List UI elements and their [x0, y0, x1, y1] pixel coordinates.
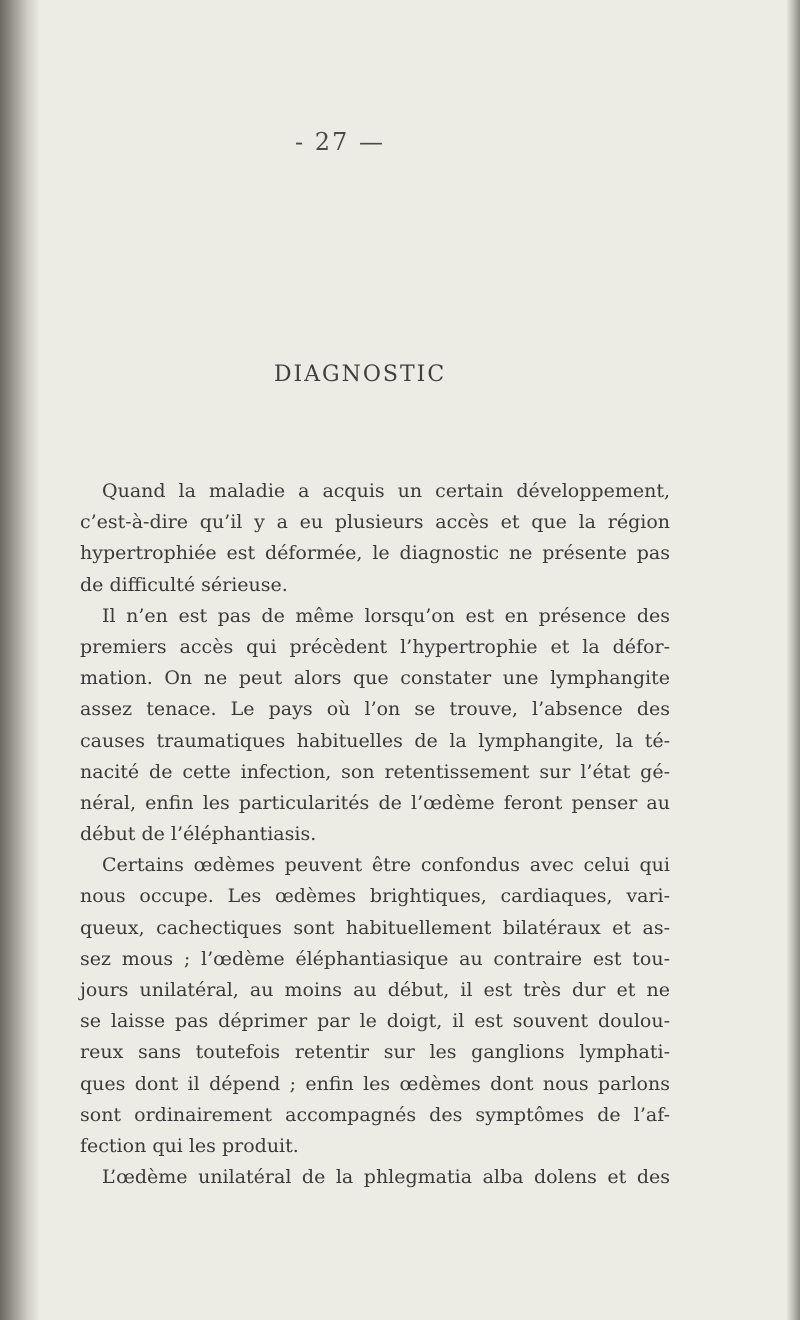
text-line: causes traumatiques habituelles de la lymphangite, la té-	[80, 729, 670, 752]
text-line: début de l’éléphantiasis.	[80, 823, 317, 846]
text-line: de difficulté sérieuse.	[80, 573, 288, 596]
text-line: ques dont il dépend ; enfin les œdèmes dont nous parlons	[80, 1072, 670, 1095]
text-line: fection qui les produit.	[80, 1134, 299, 1157]
text-line: se laisse pas déprimer par le doigt, il est souvent doulou-	[80, 1010, 670, 1033]
text-line: jours unilatéral, au moins au début, il est très dur et ne	[80, 979, 670, 1001]
body-text	[80, 476, 670, 1193]
text-line: assez tenace. Le pays où l’on se trouve, l’absence des	[80, 698, 670, 721]
text-line: nous occupe. Les œdèmes brightiques, cardiaques, vari-	[80, 885, 670, 908]
text-line: Quand la maladie a acquis un certain développement,	[102, 480, 670, 502]
page-binding-edge	[0, 0, 40, 1320]
text-line: sont ordinairement accompagnés des symptômes de l’af-	[80, 1103, 670, 1126]
section-heading: DIAGNOSTIC	[273, 362, 447, 387]
text-line: hypertrophiée est déformée, le diagnostic ne présente pas	[80, 542, 670, 565]
text-line: néral, enfin les particularités de l’œdème feront penser au	[80, 791, 670, 814]
text-line: premiers accès qui précèdent l’hypertrophie et la défor-	[80, 635, 670, 658]
text-line: mation. On ne peut alors que constater une lymphangite	[80, 667, 670, 690]
text-line: nacité de cette infection, son retentissement sur l’état gé-	[80, 760, 670, 783]
page-right-edge	[786, 0, 800, 1320]
page-number: - 27 —	[295, 128, 385, 156]
text-line: Il n’en est pas de même lorsqu’on est en présence des	[102, 604, 670, 627]
text-line: c’est-à-dire qu’il y a eu plusieurs accès et que la région	[80, 511, 670, 534]
text-line: queux, cachectiques sont habituellement bilatéraux et as-	[80, 916, 670, 939]
text-line: reux sans toutefois retentir sur les ganglions lymphati-	[80, 1041, 670, 1064]
text-line: L’œdème unilatéral de la phlegmatia alba dolens et des	[102, 1166, 670, 1189]
text-line: sez mous ; l’œdème éléphantiasique au contraire est tou-	[80, 947, 670, 970]
text-line: Certains œdèmes peuvent être confondus avec celui qui	[102, 854, 670, 877]
